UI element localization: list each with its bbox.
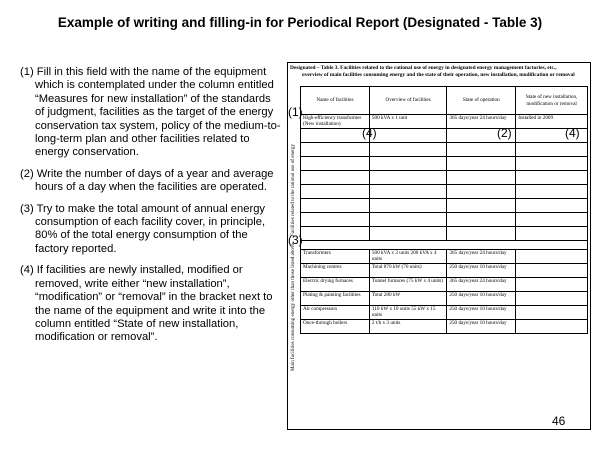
cell-overview xyxy=(369,143,446,157)
cell-name xyxy=(301,129,370,143)
group2-table-row xyxy=(301,278,588,292)
cell-name: Electric drying furnaces xyxy=(301,278,370,292)
cell-operation xyxy=(447,227,516,241)
cell-name xyxy=(301,227,370,241)
cell-name: Plating & painting facilities xyxy=(301,292,370,306)
cell-operation: 365 days/year 24 hours/day xyxy=(447,250,516,264)
cell-operation: 365 days/year 24 hours/day xyxy=(447,115,516,129)
cell-operation xyxy=(447,143,516,157)
table-caption-line-1: Designated – Table 3. Facilities related to the rational use of energy in designated energy management factories, etc., xyxy=(290,65,557,71)
cell-name: Air compressors xyxy=(301,306,370,320)
cell-status xyxy=(516,306,588,320)
cell-overview xyxy=(369,227,446,241)
cell-operation xyxy=(447,213,516,227)
marker-4b: (4) xyxy=(565,126,580,140)
cell-status xyxy=(516,278,588,292)
cell-overview: 500 kVA x 1 unit xyxy=(369,115,446,129)
marker-3: (3) xyxy=(288,233,303,247)
group2-table-row xyxy=(301,292,588,306)
marker-2: (2) xyxy=(497,126,512,140)
group2-table-row xyxy=(301,264,588,278)
cell-overview: Tunnel furnaces (75 kW x 4 units) xyxy=(369,278,446,292)
table-caption xyxy=(290,65,590,78)
cell-overview xyxy=(369,157,446,171)
group1-table-row xyxy=(301,199,588,213)
cell-overview xyxy=(369,199,446,213)
group2-table-row xyxy=(301,306,588,320)
group1-table-row xyxy=(301,171,588,185)
cell-name: High-efficiency transformer (New installation) xyxy=(301,115,370,129)
cell-overview: Total 870 kW (70 units) xyxy=(369,264,446,278)
facilities-table xyxy=(300,86,588,334)
cell-status xyxy=(516,227,588,241)
cell-overview xyxy=(369,171,446,185)
cell-operation: 365 days/year 24 hours/day xyxy=(447,278,516,292)
cell-overview: Total 280 kW xyxy=(369,292,446,306)
cell-overview: 110 kW x 10 units 55 kW x 15 units xyxy=(369,306,446,320)
cell-operation: 250 days/year 10 hours/day xyxy=(447,306,516,320)
group-separator-row xyxy=(301,241,588,250)
marker-1: (1) xyxy=(288,105,303,119)
cell-status: Installed in 2009 xyxy=(516,115,588,129)
cell-status xyxy=(516,292,588,306)
cell-status xyxy=(516,143,588,157)
cell-overview: 2 t/h x 3 units xyxy=(369,320,446,334)
group1-table-row xyxy=(301,213,588,227)
cell-operation: 250 days/year 10 hours/day xyxy=(447,264,516,278)
cell-status xyxy=(516,250,588,264)
cell-name xyxy=(301,157,370,171)
group1-table-row xyxy=(301,129,588,143)
cell-status xyxy=(516,157,588,171)
page-number: 46 xyxy=(552,414,566,428)
cell-name: Transformers xyxy=(301,250,370,264)
cell-name xyxy=(301,199,370,213)
cell-name: Machining centres xyxy=(301,264,370,278)
cell-operation xyxy=(447,157,516,171)
cell-name: Once-through boilers xyxy=(301,320,370,334)
group1-vertical-label: Facilities related to the rational use of energy xyxy=(290,144,296,236)
instruction-item-2: (2) Write the number of days of a year and average hours of a day when the facilities are operated. xyxy=(20,167,274,194)
header-name-of-facilities: Name of facilities xyxy=(301,87,370,115)
marker-4a: (4) xyxy=(362,126,377,140)
table-caption-line-2: overview of main facilities consuming energy and the state of their operation, new installation, modification or removal xyxy=(302,71,575,78)
cell-overview xyxy=(369,213,446,227)
page-title: Example of writing and filling-in for Periodical Report (Designated - Table 3) xyxy=(57,15,543,30)
instruction-item-4: (4) If facilities are newly installed, modified or removed, write either “new installation”, “modification” or “removal” in the bracket next to the name of the equipment and write it into the column entitled “State of new installation, modification or removal”. xyxy=(20,264,273,344)
group2-table-row xyxy=(301,250,588,264)
instruction-item-1: (1) Fill in this field with the name of the equipment which is contemplated under the column entitled “Measures for new installation” of the standards of judgment, facilities as the target of the energy conservation tax system, policy of the medium-to-long-term plan and other facilities related to energy conservation. xyxy=(20,66,281,159)
cell-operation xyxy=(447,199,516,213)
cell-status xyxy=(516,213,588,227)
cell-name xyxy=(301,185,370,199)
group2-rows xyxy=(301,250,588,334)
cell-operation xyxy=(447,185,516,199)
cell-name xyxy=(301,213,370,227)
group2-table-row xyxy=(301,320,588,334)
cell-status xyxy=(516,264,588,278)
group1-rows xyxy=(301,115,588,241)
cell-operation: 250 days/year 10 hours/day xyxy=(447,320,516,334)
cell-overview: 500 kVA x 3 units 200 kVA x 4 units xyxy=(369,250,446,264)
group1-table-row xyxy=(301,185,588,199)
cell-status xyxy=(516,185,588,199)
cell-name xyxy=(301,171,370,185)
cell-status xyxy=(516,320,588,334)
group2-label-text: Main facilities consuming energy other than those listed above xyxy=(290,243,296,371)
header-state-of-new-installation: State of new installation, modification or removal xyxy=(516,87,588,115)
cell-name xyxy=(301,143,370,157)
group1-table-row xyxy=(301,115,588,129)
header-state-of-operation: State of operation xyxy=(447,87,516,115)
header-overview-of-facilities: Overview of facilities xyxy=(369,87,446,115)
cell-overview xyxy=(369,129,446,143)
cell-overview xyxy=(369,185,446,199)
cell-operation: 250 days/year 10 hours/day xyxy=(447,292,516,306)
cell-status xyxy=(516,199,588,213)
group1-table-row xyxy=(301,157,588,171)
cell-status xyxy=(516,171,588,185)
table-header-row xyxy=(301,87,588,115)
instructions-list xyxy=(20,66,282,353)
group1-table-row xyxy=(301,227,588,241)
cell-operation xyxy=(447,171,516,185)
instruction-item-3: (3) Try to make the total amount of annual energy consumption of each facility cover, in principle, 80% of the total energy consumption of the factory reported. xyxy=(20,202,266,255)
group1-table-row xyxy=(301,143,588,157)
